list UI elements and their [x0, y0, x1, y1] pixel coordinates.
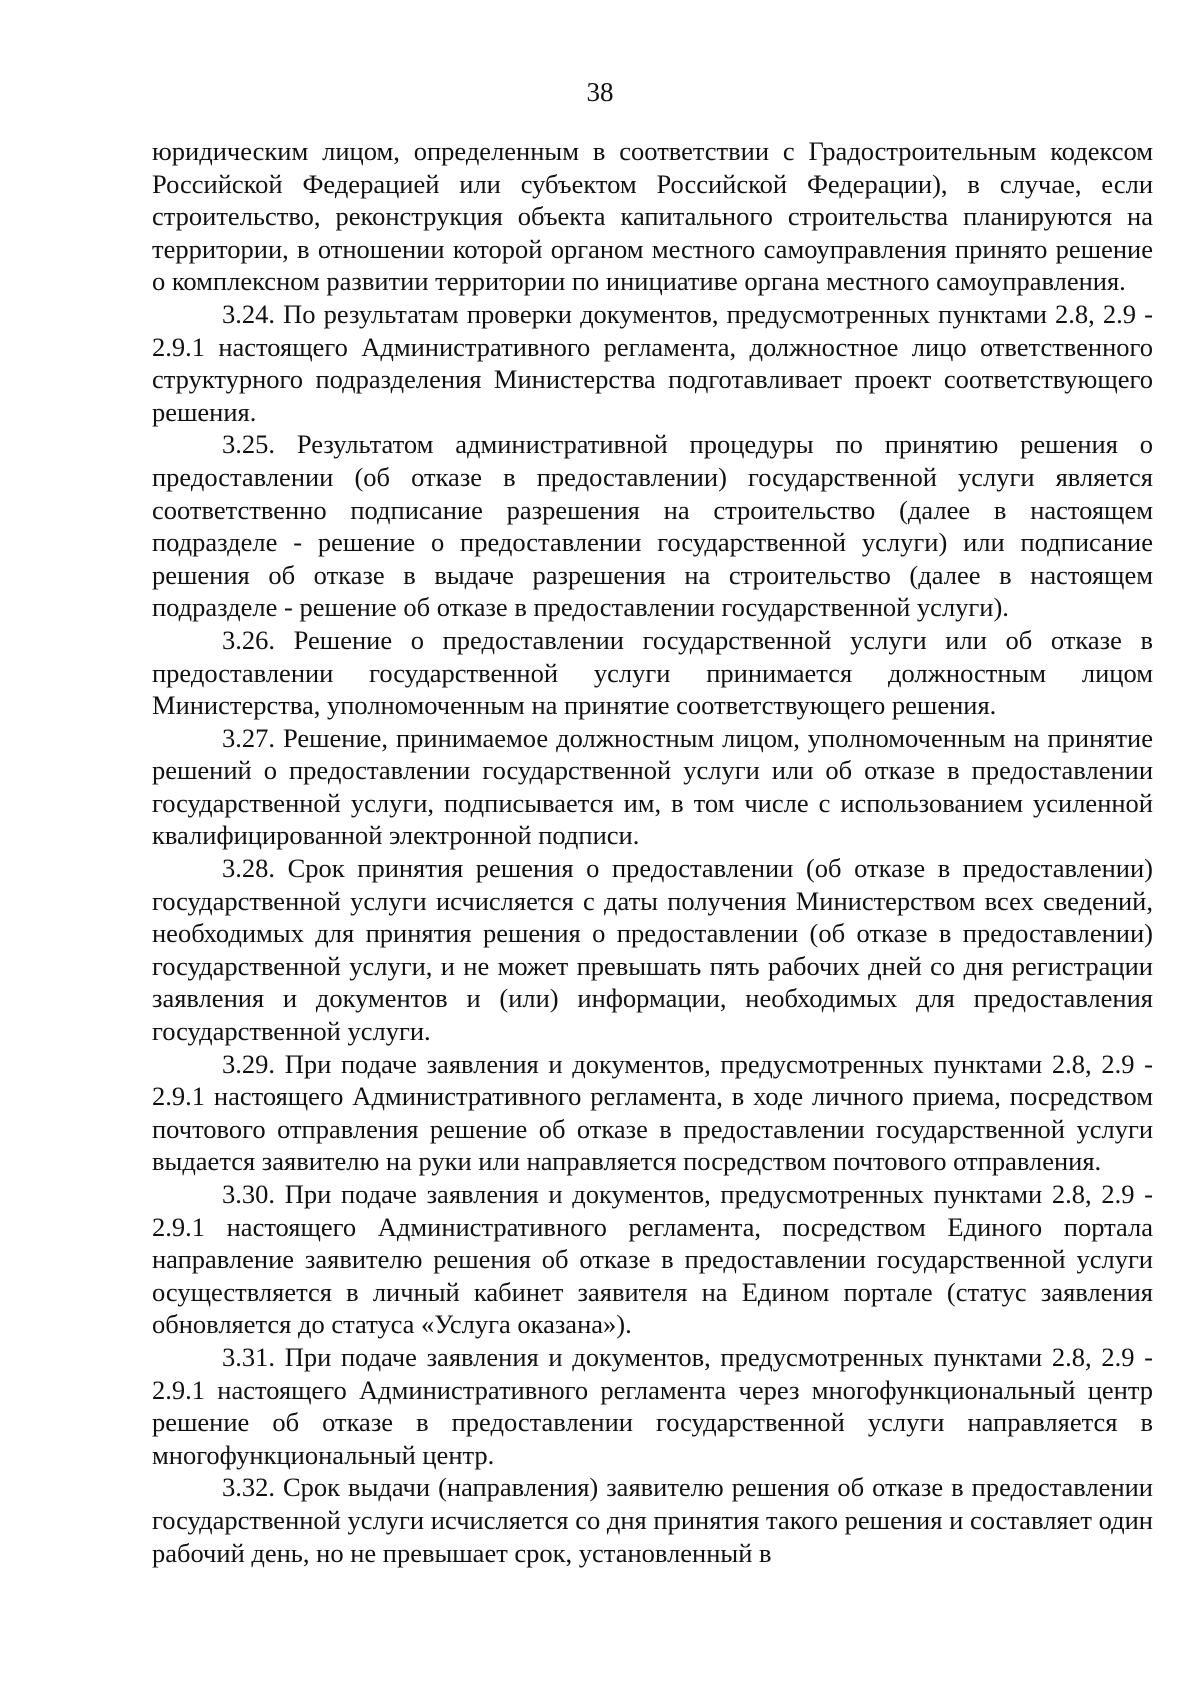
document-body — [152, 135, 1153, 1569]
page-number: 38 — [586, 77, 614, 107]
paragraph-3-32: 3.32. Срок выдачи (направления) заявителю решения об отказе в предоставлении государственной услуги исчисляется со дня принятия такого решения и составляет один рабочий день, но не превышает срок, установленный в — [152, 1472, 1153, 1568]
paragraph-continuation: юридическим лицом, определенным в соответствии с Градостроительным кодексом Российской Федерацией или субъектом Российской Федерации), в случае, если строительство, реконструкция объекта капитального строительства планируются на территории, в отношении которой органом местного самоуправления принято решение о комплексном развитии территории по инициативе органа местного самоуправления. — [152, 136, 1153, 297]
paragraph-3-30: 3.30. При подаче заявления и документов, предусмотренных пунктами 2.8, 2.9 - 2.9.1 настоящего Административного регламента, посредством Единого портала направление заявителю решения об отказе в предоставлении государственной услуги осуществляется в личный кабинет заявителя на Едином портале (статус заявления обновляется до статуса «Услуга оказана»). — [152, 1179, 1153, 1340]
paragraph-3-26: 3.26. Решение о предоставлении государственной услуги или об отказе в предоставлении государственной услуги принимается должностным лицом Министерства, уполномоченным на принятие соответствующего решения. — [152, 624, 1153, 721]
paragraph-3-31: 3.31. При подаче заявления и документов, предусмотренных пунктами 2.8, 2.9 - 2.9.1 настоящего Административного регламента через многофункциональный центр решение об отказе в предоставлении государственной услуги направляется в многофункциональный центр. — [152, 1341, 1153, 1470]
paragraph-3-24: 3.24. По результатам проверки документов, предусмотренных пунктами 2.8, 2.9 - 2.9.1 настоящего Административного регламента, должностное лицо ответственного структурного подразделения Министерства подготавливает проект соответствующего решения. — [152, 298, 1153, 427]
paragraph-3-29: 3.29. При подаче заявления и документов, предусмотренных пунктами 2.8, 2.9 - 2.9.1 настоящего Административного регламента, в ходе личного приема, посредством почтового отправления решение об отказе в предоставлении государственной услуги выдается заявителю на руки или направляется посредством почтового отправления. — [152, 1048, 1153, 1177]
paragraph-3-27: 3.27. Решение, принимаемое должностным лицом, уполномоченным на принятие решений о предоставлении государственной услуги или об отказе в предоставлении государственной услуги, подписывается им, в том числе с использованием усиленной квалифицированной электронной подписи. — [152, 722, 1153, 851]
paragraph-3-28: 3.28. Срок принятия решения о предоставлении (об отказе в предоставлении) государственной услуги исчисляется с даты получения Министерством всех сведений, необходимых для принятия решения о предоставлении (об отказе в предоставлении) государственной услуги, и не может превышать пять рабочих дней со дня регистрации заявления и документов и (или) информации, необходимых для предоставления государственной услуги. — [152, 853, 1153, 1047]
paragraph-3-25: 3.25. Результатом административной процедуры по принятию решения о предоставлении (об отказе в предоставлении) государственной услуги является соответственно подписание разрешения на строительство (далее в настоящем подразделе - решение о предоставлении государственной услуги) или подписание решения об отказе в выдаче разрешения на строительство (далее в настоящем подразделе - решение об отказе в предоставлении государственной услуги). — [152, 429, 1153, 623]
